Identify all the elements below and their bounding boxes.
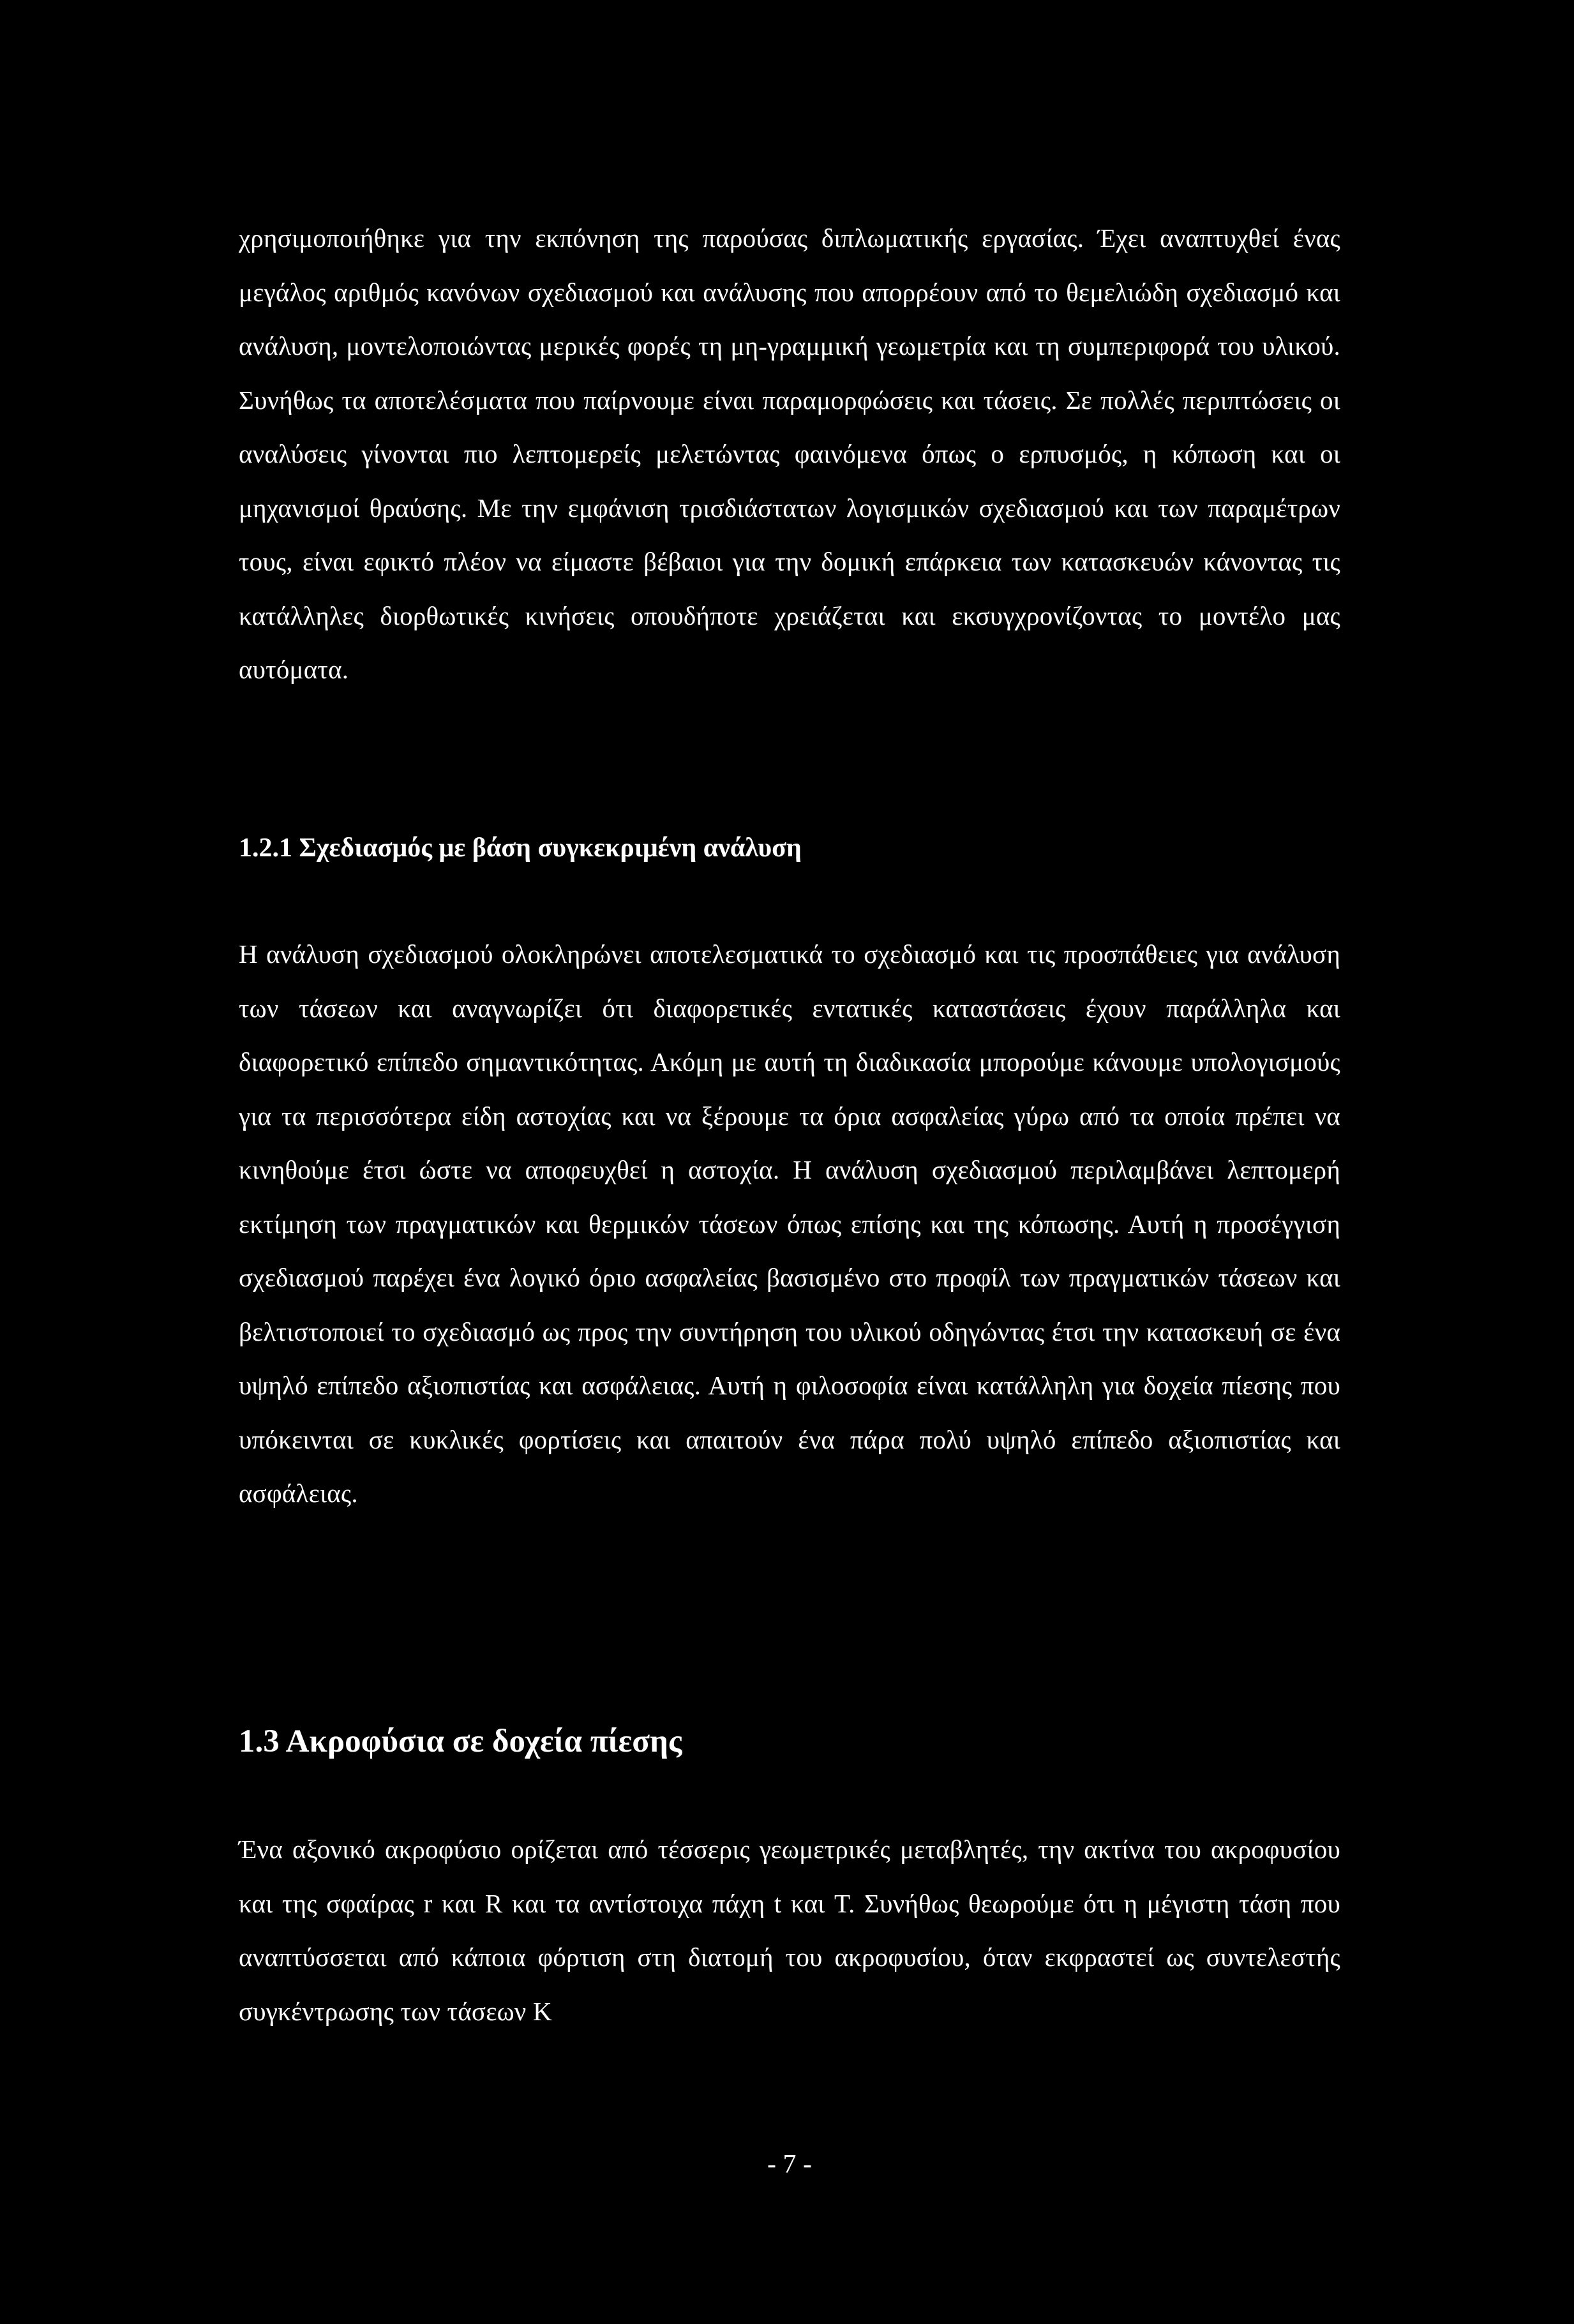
section-heading-1-3: 1.3 Ακροφύσια σε δοχεία πίεσης bbox=[239, 1724, 682, 1759]
section-heading-1-2-1: 1.2.1 Σχεδιασμός με βάση συγκεκριμένη ανάλυση bbox=[239, 833, 802, 863]
document-page bbox=[239, 0, 1340, 2324]
page-number: - 7 - bbox=[767, 2150, 812, 2179]
body-paragraph-1: χρησιμοποιήθηκε για την εκπόνηση της παρούσας διπλωματικής εργασίας. Έχει αναπτυχθεί ένας μεγάλος αριθμός κανόνων σχεδιασμού και ανάλυσης που απορρέουν από το θεμελιώδη σχεδιασμό και ανάλυση, μοντελοποιώντας μερικές φορές τη μη-γραμμική γεωμετρία και τη συμπεριφορά του υλικού. Συνήθως τα αποτελέσματα που παίρνουμε είναι παραμορφώσεις και τάσεις. Σε πολλές περιπτώσεις οι αναλύσεις γίνονται πιο λεπτομερείς μελετώντας φαινόμενα όπως ο ερπυσμός, η κόπωση και οι μηχανισμοί θραύσης. Με την εμφάνιση τρισδιάστατων λογισμικών σχεδιασμού και των παραμέτρων τους, είναι εφικτό πλέον να είμαστε βέβαιοι για την δομική επάρκεια των κατασκευών κάνοντας τις κατάλληλες διορθωτικές κινήσεις οπουδήποτε χρειάζεται και εκσυγχρονίζοντας το μοντέλο μας αυτόματα. bbox=[239, 223, 1340, 684]
body-paragraph-3: Ένα αξονικό ακροφύσιο ορίζεται από τέσσερις γεωμετρικές μεταβλητές, την ακτίνα του ακροφυσίου και της σφαίρας r και R και τα αντίστοιχα πάχη t και T. Συνήθως θεωρούμε ότι η μέγιστη τάση που αναπτύσσεται από κάποια φόρτιση στη διατομή του ακροφυσίου, όταν εκφραστεί ως συντελεστής συγκέντρωσης των τάσεων K bbox=[239, 1835, 1340, 2026]
body-paragraph-2: Η ανάλυση σχεδιασμού ολοκληρώνει αποτελεσματικά το σχεδιασμό και τις προσπάθειες για ανάλυση των τάσεων και αναγνωρίζει ότι διαφορετικές εντατικές καταστάσεις έχουν παράλληλα και διαφορετικό επίπεδο σημαντικότητας. Ακόμη με αυτή τη διαδικασία μπορούμε κάνουμε υπολογισμούς για τα περισσότερα είδη αστοχίας και να ξέρουμε τα όρια ασφαλείας γύρω από τα οποία πρέπει να κινηθούμε έτσι ώστε να αποφευχθεί η αστοχία. Η ανάλυση σχεδιασμού περιλαμβάνει λεπτομερή εκτίμηση των πραγματικών και θερμικών τάσεων όπως επίσης και της κόπωσης. Αυτή η προσέγγιση σχεδιασμού παρέχει ένα λογικό όριο ασφαλείας βασισμένο στο προφίλ των πραγματικών τάσεων και βελτιστοποιεί το σχεδιασμό ως προς την συντήρηση του υλικού οδηγώντας έτσι την κατασκευή σε ένα υψηλό επίπεδο αξιοπιστίας και ασφάλειας. Αυτή η φιλοσοφία είναι κατάλληλη για δοχεία πίεσης που υπόκεινται σε κυκλικές φορτίσεις και απαιτούν ένα πάρα πολύ υψηλό επίπεδο αξιοπιστίας και ασφάλειας. bbox=[239, 939, 1340, 1508]
